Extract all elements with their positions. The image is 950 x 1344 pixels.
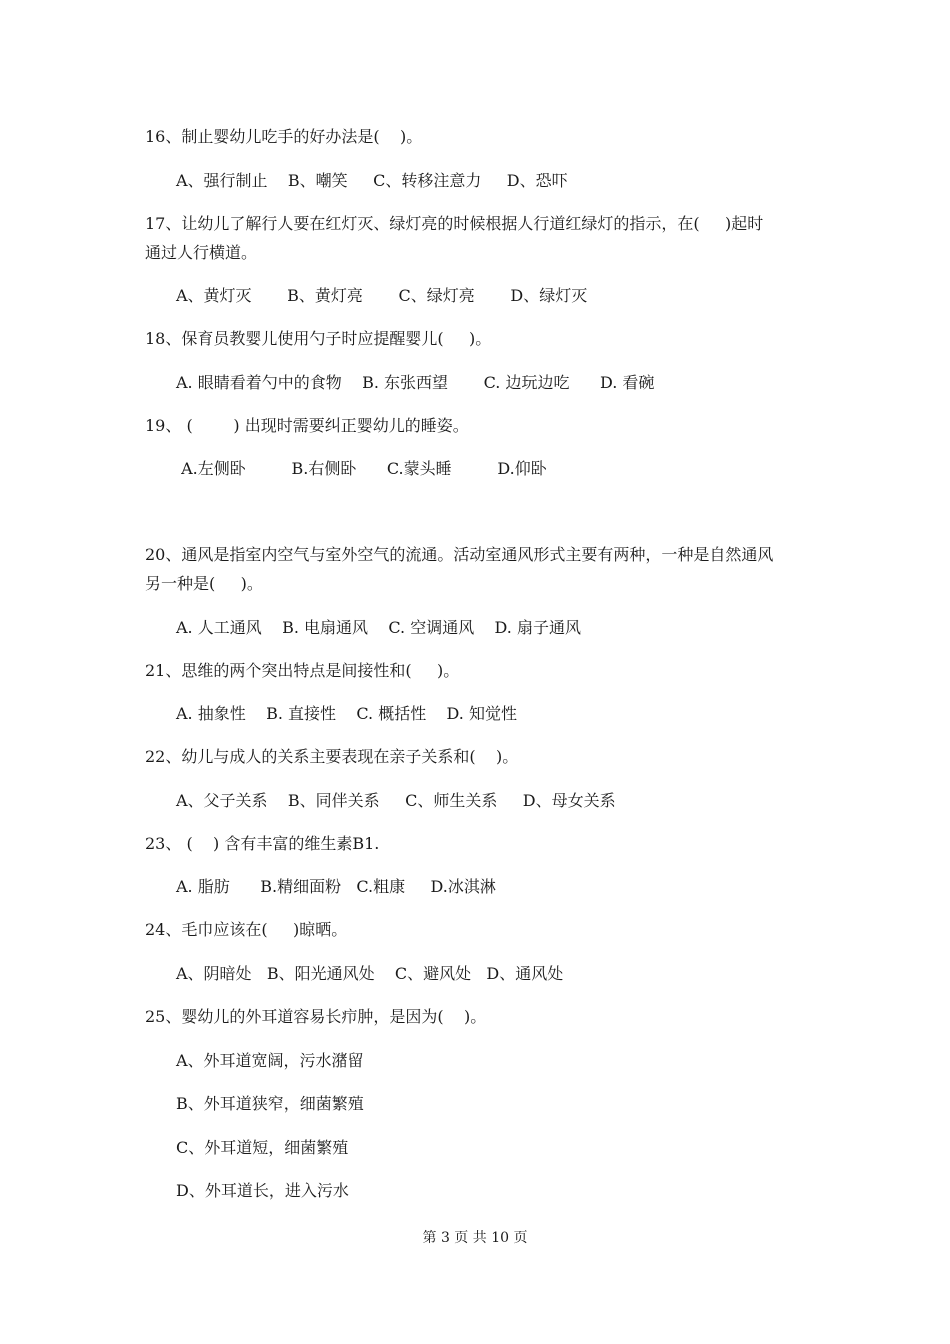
question-23-stem: 23、 ( ) 含有丰富的维生素B1. (145, 834, 380, 853)
page-number-footer: 第 3 页 共 10 页 (422, 1230, 528, 1246)
question-24-stem: 24、毛巾应该在( )晾晒。 (145, 920, 348, 939)
question-16-options: A、强行制止 B、嘲笑 C、转移注意力 D、恐吓 (176, 171, 568, 190)
question-25-option-d: D、外耳道长，进入污水 (176, 1181, 349, 1200)
question-19-options: A.左侧卧 B.右侧卧 C.蒙头睡 D.仰卧 (176, 459, 547, 478)
question-20-options: A. 人工通风 B. 电扇通风 C. 空调通风 D. 扇子通风 (176, 618, 581, 637)
question-24-options: A、阴暗处 B、阳光通风处 C、避风处 D、通风处 (176, 964, 564, 983)
question-18-stem: 18、保育员教婴儿使用勺子时应提醒婴儿( )。 (145, 329, 492, 348)
question-25-stem: 25、婴幼儿的外耳道容易长疖肿，是因为( )。 (145, 1007, 487, 1026)
question-21-stem: 21、思维的两个突出特点是间接性和( )。 (145, 661, 460, 680)
question-25-option-c: C、外耳道短，细菌繁殖 (176, 1138, 349, 1157)
question-17-stem-line-2: 通过人行横道。 (145, 243, 258, 262)
question-20-stem-line-2: 另一种是( )。 (145, 574, 263, 593)
question-25-option-b: B、外耳道狭窄，细菌繁殖 (176, 1094, 364, 1113)
question-19-stem: 19、 ( ) 出现时需要纠正婴幼儿的睡姿。 (145, 416, 469, 435)
question-16-stem: 16、制止婴幼儿吃手的好办法是( )。 (145, 127, 423, 146)
question-25-option-a: A、外耳道宽阔，污水潴留 (176, 1051, 364, 1070)
question-18-options: A. 眼睛看着勺中的食物 B. 东张西望 C. 边玩边吃 D. 看碗 (176, 373, 655, 392)
question-22-options: A、父子关系 B、同伴关系 C、师生关系 D、母女关系 (176, 791, 616, 810)
question-21-options: A. 抽象性 B. 直接性 C. 概括性 D. 知觉性 (176, 704, 517, 723)
question-17-stem-line-1: 17、让幼儿了解行人要在红灯灭、绿灯亮的时候根据人行道红绿灯的指示，在( )起时 (145, 214, 764, 233)
question-17-options: A、黄灯灭 B、黄灯亮 C、绿灯亮 D、绿灯灭 (176, 286, 588, 305)
question-23-options: A. 脂肪 B.精细面粉 C.粗康 D.冰淇淋 (176, 877, 496, 896)
question-20-stem-line-1: 20、通风是指室内空气与室外空气的流通。活动室通风形式主要有两种，一种是自然通风 (145, 545, 774, 564)
question-22-stem: 22、幼儿与成人的关系主要表现在亲子关系和( )。 (145, 747, 519, 766)
